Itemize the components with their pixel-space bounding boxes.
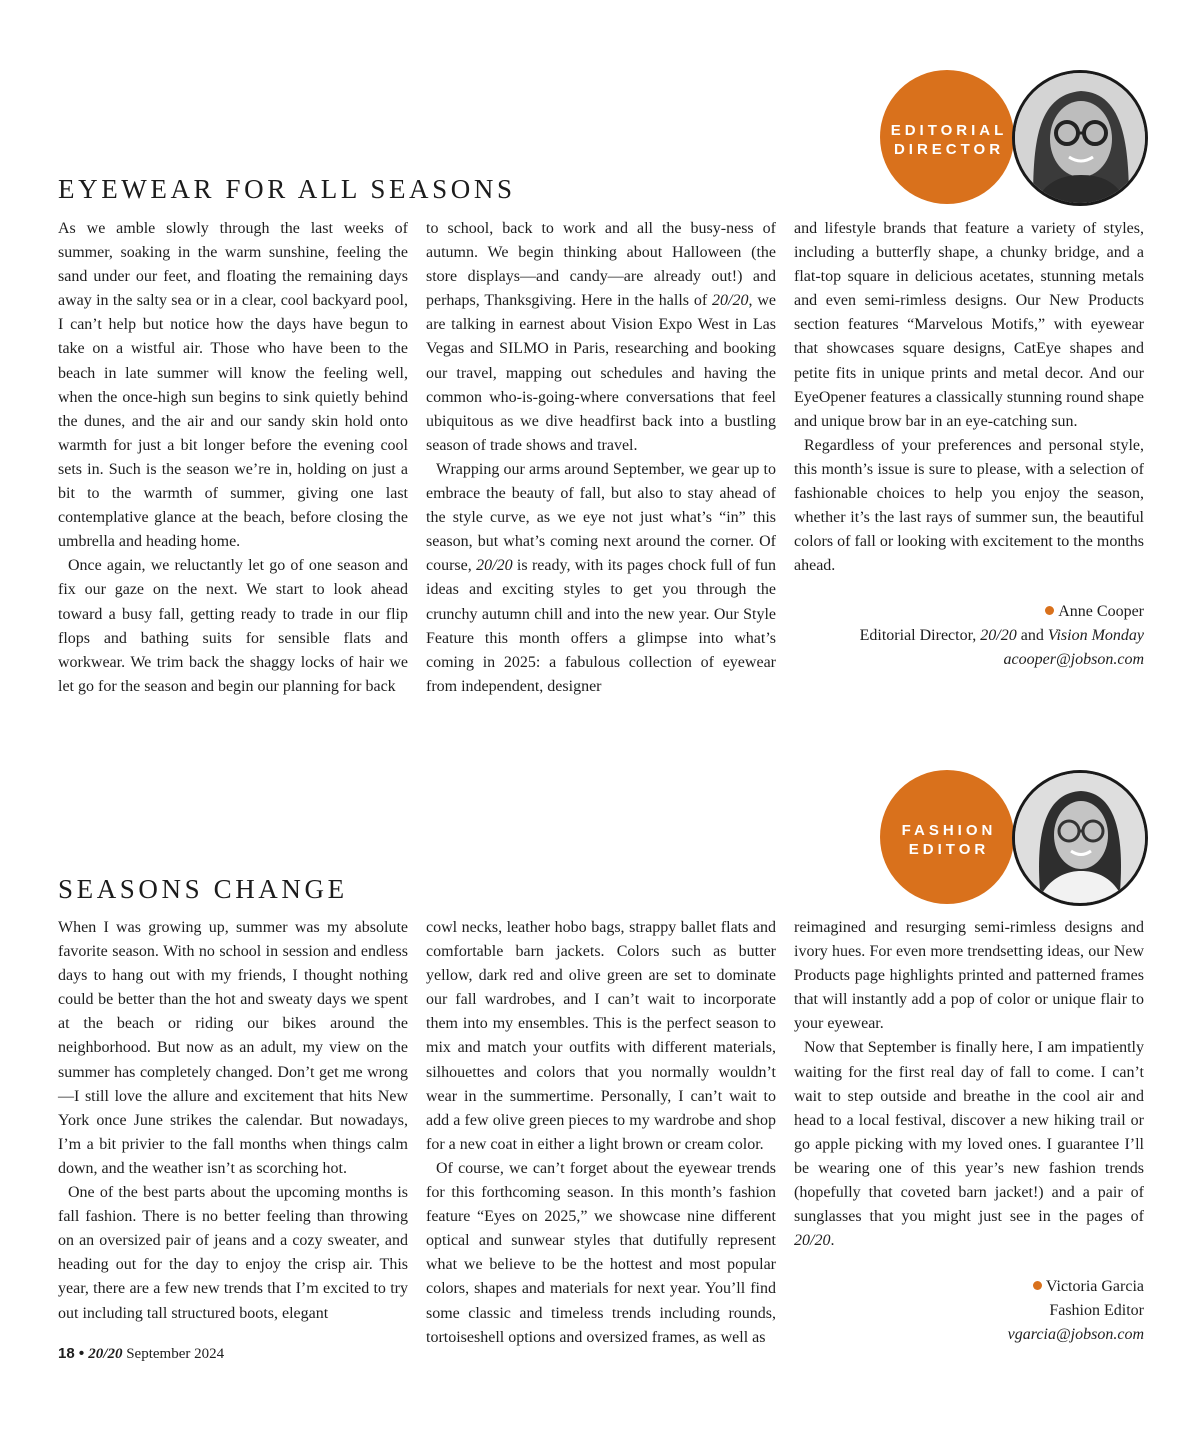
author-email: vgarcia@jobson.com [1007,1326,1144,1344]
issue-date: September 2024 [122,1346,225,1362]
paragraph [426,217,776,458]
fashion-editor-badge [880,770,1148,906]
magazine-name: 20/20 [794,1232,831,1250]
badge-label: FASHION EDITOR [901,822,997,858]
fashion-column-2 [426,916,776,1350]
fashion-headline: SEASONS CHANGE [58,874,348,904]
author-name: Anne Cooper [1058,603,1144,621]
text: Editorial Director, [859,627,981,645]
paragraph: Of course, we can’t forget about the eyewear trends for this forthcoming season. In this month’s fashion feature “Eyes on 2025,” we showcase nine different optical and sunwear styles that dutifully represent what we believe to be the hottest and most popular colors, shapes and materials for next year. You’ll find some classic and timeless trends including rounds, tortoiseshell options and oversized frames, as well as [426,1159,776,1346]
text: . [830,1232,835,1250]
signoff-name-line [794,600,1144,624]
magazine-name: 20/20 [88,1346,123,1362]
editorial-signoff [794,600,1144,672]
fashion-editor-photo [1012,770,1148,906]
bullet-dot-icon [1045,606,1054,615]
badge-circle [880,770,1014,904]
editorial-director-photo [1012,70,1148,206]
fashion-columns [58,916,1144,1350]
paragraph: One of the best parts about the upcoming months is fall fashion. There is no better feeling than throwing on an oversized pair of jeans and a cozy sweater, and heading out for the day to enjoy the crisp air. This year, there are a few new trends that I’m excited to try out including tall structured boots, elegant [58,1184,408,1322]
paragraph: When I was growing up, summer was my absolute favorite season. With no school in session and endless days to hang out with my friends, I thought nothing could be better than the hot and sweaty days we spent at the beach or riding our bikes around the neighborhood. But now as an adult, my view on the summer has completely changed. Don’t get me wrong—I still love the allure and excitement that hits New York once June strikes the calendar. But nowadays, I’m a bit privier to the fall months when things calm down, and the weather isn’t as scorching hot. [58,919,408,1177]
paragraph: cowl necks, leather hobo bags, strappy ballet flats and comfortable barn jackets. Colors such as butter yellow, dark red and olive green are set to dominate our fall wardrobes, and I can’t wait to incorporate them into my ensembles. This is the perfect season to mix and match your outfits with different materials, silhouettes and colors that you normally wouldn’t wear in the summertime. Personally, I can’t wait to add a few olive green pieces to my wardrobe and shop for a new coat in either a light brown or cream color. [426,919,776,1153]
portrait-woman-glasses-icon [1015,773,1145,903]
paragraph: As we amble slowly through the last weeks of summer, soaking in the warm sunshine, feeling the sand under our feet, and floating the remaining days away in the salty sea or in a clear, cool backyard pool, I can’t help but notice how the days have begun to take on a wistful air. Those who have been to the beach in late summer will know the feeling well, when the once-high sun begins to sink quietly behind the dunes, and the air and our sandy skin hold onto warmth for just a bit longer before the evening cool sets in. Such is the season we’re in, holding on just a bit to the warmth of summer, giving one last contemplative glance at the beach, before closing the umbrella and heading home. [58,220,408,551]
page-number: 18 [58,1345,75,1362]
editorial-director-badge [880,70,1148,206]
magazine-name: 20/20 [476,557,513,575]
paragraph: Once again, we reluctantly let go of one season and fix our gaze on the next. We start to look ahead toward a busy fall, getting ready to trade in our flip flops and bathing suits for sensible flats and workwear. We trim back the shaggy locks of hair we let go for the season and begin our planning for back [58,557,408,695]
magazine-name: 20/20 [712,292,749,310]
badge-circle [880,70,1014,204]
text: Wrapping our arms around September, we gear up to embrace the beauty of fall, but also to stay ahead of the style curve, as we eye not just what’s “in” this season, but what’s coming next around the corner. Of course, [426,460,776,575]
fashion-column-1 [58,916,408,1350]
signoff-name-line [794,1275,1144,1299]
editorial-column-3 [794,217,1144,699]
editorial-column-1 [58,217,408,699]
portrait-woman-glasses-icon [1015,73,1145,203]
text: and [1016,627,1048,645]
paragraph: reimagined and resurging semi-rimless designs and ivory hues. For even more trendsetting ideas, our New Products page highlights printed and patterned frames that will instantly add a pop of color or unique flair to your eyewear. [794,919,1144,1033]
editorial-headline: EYEWEAR FOR ALL SEASONS [58,174,516,204]
paragraph [426,458,776,699]
page-footer [58,1344,224,1364]
author-email: acooper@jobson.com [1003,651,1144,669]
paragraph: and lifestyle brands that feature a variety of styles, including a butterfly shape, a chunky bridge, and a flat-top square in delicious acetates, stunning metals and even semi-rimless designs. Our New Products section features “Marvelous Motifs,” with eyewear that showcases square designs, CatEye shapes and petite fits in unique prints and metal decor. And our EyeOpener features a classically stunning round shape and unique brow bar in an eye-catching sun. [794,220,1144,430]
editorial-column-2 [426,217,776,699]
bullet-dot-icon [1033,1281,1042,1290]
signoff-title: Fashion Editor [1049,1302,1144,1320]
paragraph: Regardless of your preferences and personal style, this month’s issue is sure to please, with a selection of fashionable choices to help you enjoy the season, whether it’s the last rays of summer sun, the beautiful colors of fall or looking with excitement to the months ahead. [794,436,1144,575]
text: to school, back to work and all the busy-ness of autumn. We begin thinking about Halloween (the store displays—and candy—are already out!) and perhaps, Thanksgiving. Here in the halls of [426,220,776,310]
author-name: Victoria Garcia [1045,1278,1144,1296]
signoff-title [794,624,1144,648]
footer-bullet: • [74,1345,89,1362]
editorial-columns [58,217,1144,699]
fashion-signoff [794,1275,1144,1347]
magazine-name: 20/20 [980,627,1017,645]
badge-label: EDITORIAL DIRECTOR [890,122,1008,158]
text: Now that September is finally here, I am impatiently waiting for the first real day of fall to come. I can’t wait to step outside and breathe in the cool air and head to a local festival, discover a new hiking trail or go apple picking with my loved ones. I guarantee I’ll be wearing one of this year’s new fashion trends (hopefully that coveted barn jacket!) and a pair of sunglasses that you might just see in the pages of [794,1039,1144,1226]
paragraph [794,1036,1144,1253]
magazine-name: Vision Monday [1047,627,1144,645]
text: is ready, with its pages chock full of fun ideas and exciting styles to get you through the crunchy autumn chill and into the new year. Our Style Feature this month offers a glimpse into what’s coming in 2025: a fabulous collection of eyewear from independent, designer [426,557,777,695]
text: , we are talking in earnest about Vision Expo West in Las Vegas and SILMO in Paris, researching and booking our travel, mapping out schedules and having the common who-is-going-where conversations that feel ubiquitous as we dive headfirst back into a bustling season of trade shows and travel. [426,292,777,454]
fashion-column-3 [794,916,1144,1350]
